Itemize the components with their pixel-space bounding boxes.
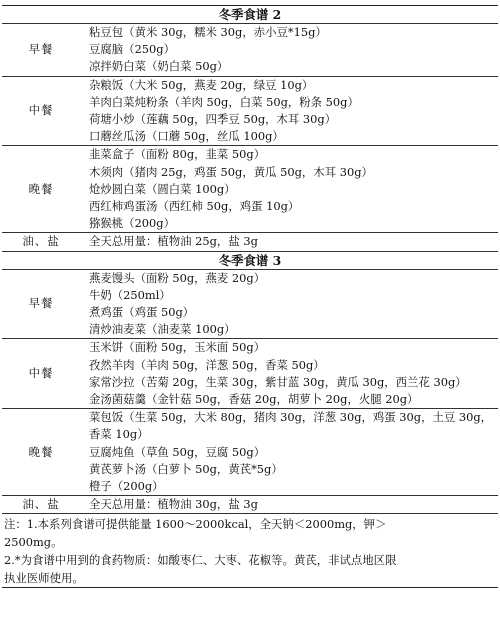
menu2-total-row (2, 233, 498, 251)
menu3-lunch-row (2, 339, 498, 409)
recipe-page (2, 5, 498, 588)
menu-item: 牛奶（250ml） (89, 287, 171, 302)
total-text: 全天总用量：植物油 30g，盐 3g (80, 496, 498, 514)
menu-item: 炝炒圆白菜（圆白菜 100g） (89, 181, 236, 196)
bottom-rule (2, 587, 498, 588)
meal-items (80, 409, 498, 496)
menu-item: 韭菜盒子（面粉 80g，韭菜 50g） (89, 147, 266, 162)
menu-item: 黄芪萝卜汤（白萝卜 50g，黄芪*5g） (89, 461, 283, 476)
menu2-breakfast-row (2, 24, 498, 77)
menu-item: 西红柿鸡蛋汤（西红柿 50g，鸡蛋 10g） (89, 199, 300, 214)
menu-item: 金汤菌菇羹（金针菇 50g，香菇 20g，胡萝卜 20g，火腿 20g） (89, 392, 419, 407)
menu-item: 玉米饼（面粉 50g，玉米面 50g） (89, 340, 266, 355)
total-label: 油、盐 (2, 496, 80, 514)
menu3-title: 冬季食谱 3 (2, 251, 498, 269)
menu2-title: 冬季食谱 2 (2, 6, 498, 24)
menu-item: 燕麦馒头（面粉 50g，燕麦 20g） (89, 270, 266, 285)
meal-items (80, 146, 498, 233)
menu-item: 橙子（200g） (89, 479, 164, 494)
menu-item: 羊肉白菜炖粉条（羊肉 50g，白菜 50g，粉条 50g） (89, 94, 359, 109)
menu-item: 煮鸡蛋（鸡蛋 50g） (89, 305, 195, 320)
menu-item: 清炒油麦菜（油麦菜 100g） (89, 322, 236, 337)
menu3-total-row (2, 496, 498, 514)
menu3-breakfast-row (2, 269, 498, 339)
meal-items (80, 269, 498, 339)
footnotes (2, 515, 498, 587)
total-label: 油、盐 (2, 233, 80, 251)
meal-items (80, 76, 498, 146)
menu2-dinner-row (2, 146, 498, 233)
menu-item: 杂粮饭（大米 50g，燕麦 20g，绿豆 10g） (89, 77, 314, 92)
meal-label: 中餐 (2, 76, 80, 146)
meal-label: 早餐 (2, 24, 80, 77)
note-2-line-2: 执业医师使用。 (4, 571, 84, 586)
total-text: 全天总用量：植物油 25g，盐 3g (80, 233, 498, 251)
note-1-line-1: 注：1.本系列食谱可提供能量 1600～2000kcal，全天钠＜2000mg，钾＞ (4, 517, 387, 532)
menu-item: 猕猴桃（200g） (89, 216, 175, 231)
menu2-lunch-row (2, 76, 498, 146)
note-1-line-2: 2500mg。 (4, 535, 63, 550)
menu-item: 豆腐脑（250g） (89, 42, 175, 57)
meal-items (80, 24, 498, 77)
note-2-line-1: 2.*为食谱中用到的食药物质：如酸枣仁、大枣、花椒等。黄芪，非试点地区限 (4, 553, 397, 568)
menu2-title-row (2, 6, 498, 24)
meal-label: 晚餐 (2, 146, 80, 233)
meal-label: 晚餐 (2, 409, 80, 496)
meal-label: 中餐 (2, 339, 80, 409)
menu-item: 粘豆包（黄米 30g，糯米 30g，赤小豆*15g） (89, 25, 327, 39)
meal-label: 早餐 (2, 269, 80, 339)
menu-item: 凉拌奶白菜（奶白菜 50g） (89, 59, 229, 74)
recipe-table (2, 5, 498, 514)
menu-item: 木须肉（猪肉 25g，鸡蛋 50g，黄瓜 50g，木耳 30g） (89, 164, 373, 179)
menu-item: 豆腐炖鱼（草鱼 50g，豆腐 50g） (89, 444, 266, 459)
menu-item: 口蘑丝瓜汤（口蘑 50g，丝瓜 100g） (89, 129, 284, 144)
menu-item: 孜然羊肉（羊肉 50g，洋葱 50g，香菜 50g） (89, 357, 325, 372)
meal-items (80, 339, 498, 409)
menu-item: 家常沙拉（苦菊 20g，生菜 30g，紫甘蓝 30g，黄瓜 30g，西兰花 30g） (89, 374, 467, 389)
menu-item: 荷塘小炒（莲藕 50g，四季豆 50g，木耳 30g） (89, 112, 337, 127)
menu3-title-row (2, 251, 498, 269)
menu-item: 菜包饭（生菜 50g，大米 80g，猪肉 30g，洋葱 30g，鸡蛋 30g，土豆 30g，香菜 10g） (89, 410, 493, 442)
menu3-dinner-row (2, 409, 498, 496)
